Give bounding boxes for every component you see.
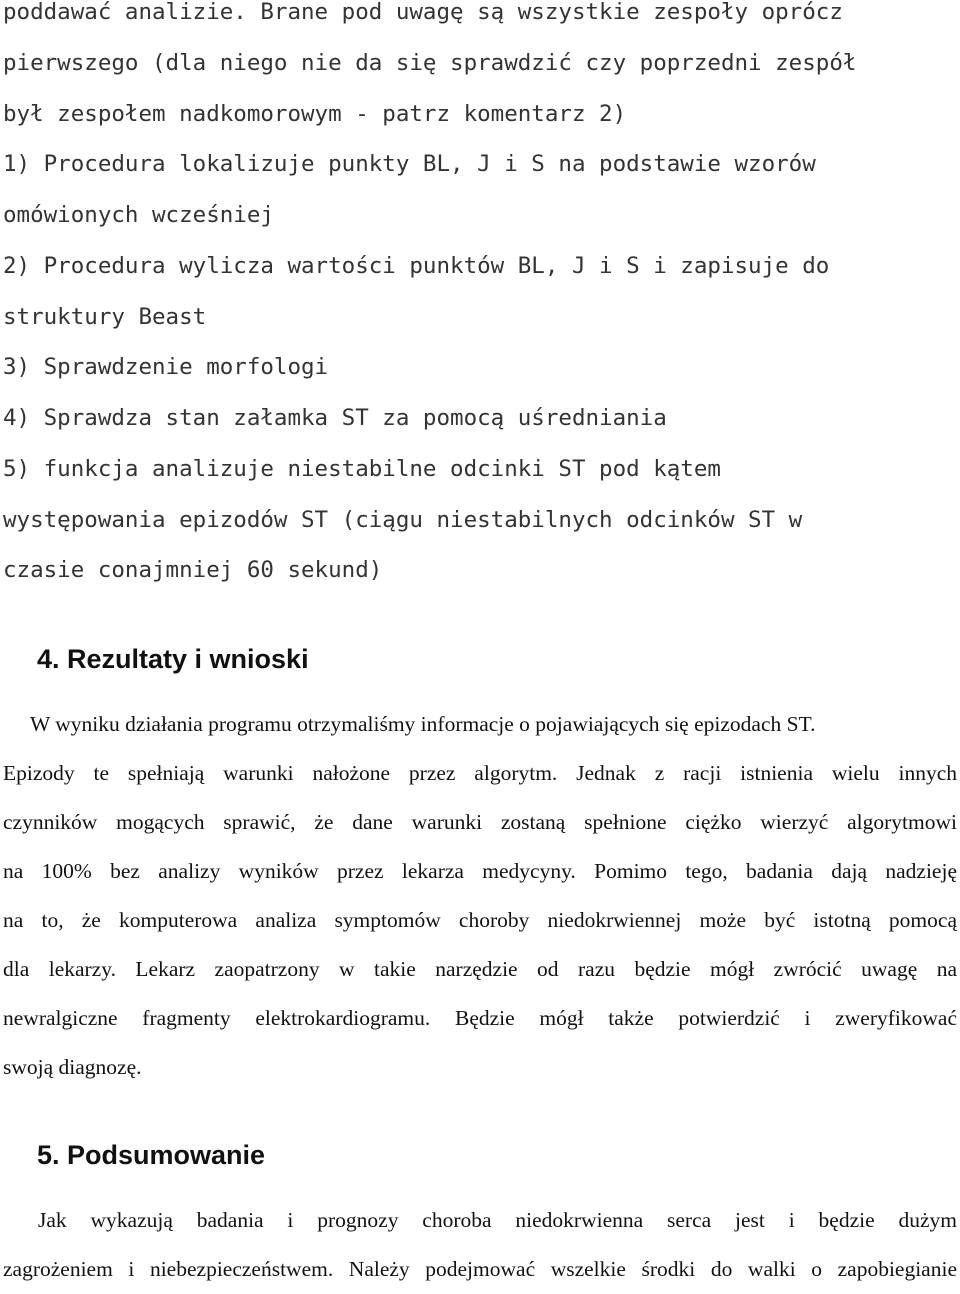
paragraph-line: czynników mogących sprawić, że dane warunki zostaną spełnione ciężko wierzyć algorytmowi [3, 810, 957, 834]
paragraph-line: dla lekarzy. Lekarz zaopatrzony w takie narzędzie od razu będzie mógł zwrócić uwagę na [3, 957, 957, 981]
paragraph-line: Epizody te spełniają warunki nałożone przez algorytm. Jednak z racji istnienia wielu innych [3, 761, 957, 785]
summary-paragraph [3, 1196, 957, 1294]
paragraph-line: Jak wykazują badania i prognozy choroba niedokrwienna serca jest i będzie dużym [38, 1208, 957, 1232]
code-line: występowania epizodów ST (ciągu niestabilnych odcinków ST w [3, 507, 803, 533]
paragraph-line: W wyniku działania programu otrzymaliśmy informacje o pojawiających się epizodach ST. [30, 712, 816, 736]
results-paragraph [3, 700, 957, 1092]
code-line: był zespołem nadkomorowym - patrz komentarz 2) [3, 101, 627, 127]
paragraph-line: newralgiczne fragmenty elektrokardiogramu. Będzie mógł także potwierdzić i zweryfikować [3, 1006, 957, 1030]
code-line: czasie conajmniej 60 sekund) [3, 557, 383, 583]
paragraph-line: swoją diagnozę. [3, 1055, 142, 1079]
code-line: 2) Procedura wylicza wartości punktów BL, J i S i zapisuje do [3, 253, 830, 279]
paragraph-line: na 100% bez analizy wyników przez lekarza medycyny. Pomimo tego, badania dają nadzieję [3, 859, 957, 883]
paragraph-line: zagrożeniem i niebezpieczeństwem. Należy podejmować wszelkie środki do walki o zapobiegianie [3, 1257, 957, 1281]
section-heading-summary: 5. Podsumowanie [37, 1140, 266, 1170]
paragraph-line: na to, że komputerowa analiza symptomów choroby niedokrwiennej może być istotną pomocą [3, 908, 957, 932]
code-line: pierwszego (dla niego nie da się sprawdzić czy poprzedni zespół [3, 50, 857, 76]
code-line: omówionych wcześniej [3, 202, 274, 228]
section-heading-results: 4. Rezultaty i wnioski [37, 644, 309, 674]
code-line: 4) Sprawdza stan załamka ST za pomocą uśredniania [3, 405, 667, 431]
code-line: struktury Beast [3, 304, 207, 330]
code-line: 5) funkcja analizuje niestabilne odcinki ST pod kątem [3, 456, 721, 482]
code-line: poddawać analizie. Brane pod uwagę są wszystkie zespoły oprócz [3, 0, 843, 25]
code-line: 1) Procedura lokalizuje punkty BL, J i S na podstawie wzorów [3, 151, 816, 177]
code-line: 3) Sprawdzenie morfologi [3, 354, 329, 380]
